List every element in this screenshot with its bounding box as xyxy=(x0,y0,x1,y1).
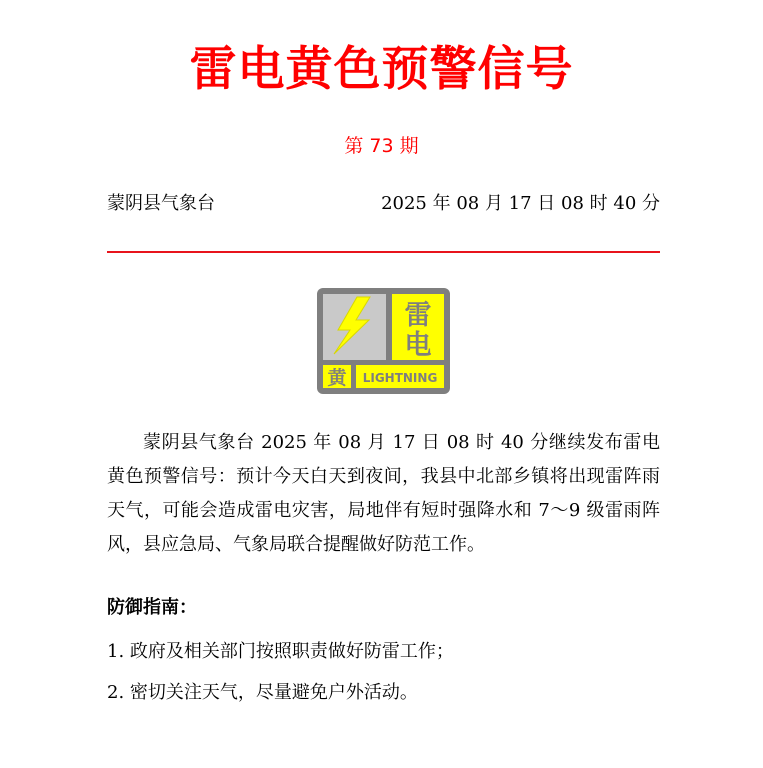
guide-item: 2. 密切关注天气，尽量避免户外活动。 xyxy=(107,682,418,703)
issue-number: 第 73 期 xyxy=(344,135,419,157)
issue-datetime: 2025 年 08 月 17 日 08 时 40 分 xyxy=(381,193,660,214)
signal-level-label: 黄 xyxy=(327,367,347,389)
signal-english-label: LIGHTNING xyxy=(362,371,438,385)
issuer-name: 蒙阴县气象台 xyxy=(107,193,215,214)
signal-label-middle: 电 xyxy=(404,330,432,361)
signal-label-top: 雷 xyxy=(404,300,432,331)
guide-heading: 防御指南： xyxy=(107,597,197,618)
header-divider xyxy=(107,251,660,253)
lightning-yellow-warning-icon xyxy=(317,288,450,394)
warning-body: 蒙阴县气象台 2025 年 08 月 17 日 08 时 40 分继续发布雷电黄色预警信号：预计今天白天到夜间，我县中北部乡镇将出现雷阵雨天气，可能会造成雷电灾害，局地伴有短时强降水和 7～9 级雷雨阵风，县应急局、气象局联合提醒做好防范工作。 xyxy=(107,432,660,555)
guide-item: 1. 政府及相关部门按照职责做好防雷工作； xyxy=(107,641,454,662)
issuer-row xyxy=(107,190,660,218)
document-title: 雷电黄色预警信号 xyxy=(189,42,574,97)
